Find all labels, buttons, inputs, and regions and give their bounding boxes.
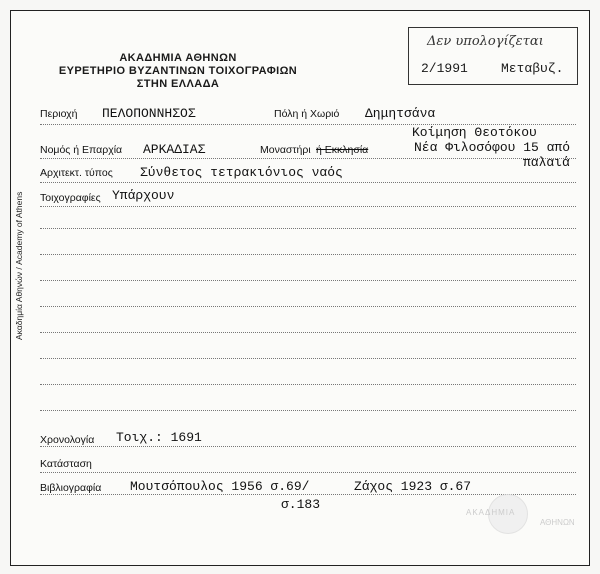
card-header: [58, 52, 298, 91]
period-classification: Μεταβυζ.: [501, 61, 564, 76]
prefecture-value: ΑΡΚΑΔΙΑΣ: [143, 142, 206, 157]
form-line: [40, 228, 576, 229]
form-line: [40, 206, 576, 207]
handwritten-note: Δεν υπολογίζεται: [427, 34, 544, 49]
form-line: [40, 158, 576, 159]
city-label: Πόλη ή Χωριό: [274, 108, 340, 120]
form-line: [40, 332, 576, 333]
watermark-text: ΑΚΑΔΗΜΙΑ: [466, 508, 516, 517]
chronology-label: Χρονολογία: [40, 434, 95, 446]
monastery-label: Μοναστήρι: [260, 144, 311, 156]
church-label-struck: ή Εκκλησία: [316, 144, 369, 156]
chronology-value: Τοιχ.: 1691: [116, 430, 202, 445]
side-caption-text: Ακαδημία Αθηνών / Academy of Athens: [14, 191, 24, 340]
bibliography-entry-2: Ζάχος 1923 σ.67: [354, 479, 472, 494]
form-line: [40, 280, 576, 281]
form-line: [40, 472, 576, 473]
bibliography-entry-1: Μουτσόπουλος 1956 σ.69/: [130, 479, 310, 494]
frescoes-value: Υπάρχουν: [112, 188, 175, 203]
monastery-note: παλαιά: [523, 155, 570, 170]
header-line-3: ΣΤΗΝ ΕΛΛΑΔΑ: [136, 78, 220, 90]
bibliography-entry-3: σ.183: [281, 497, 321, 512]
watermark-text-2: ΑΘΗΝΩΝ: [540, 518, 575, 527]
form-line: [40, 446, 576, 447]
monastery-dedication: Κοίμηση Θεοτόκου: [412, 125, 537, 140]
form-line: [40, 358, 576, 359]
header-line-1: ΑΚΑΔΗΜΙΑ ΑΘΗΝΩΝ: [119, 52, 237, 64]
architecture-label: Αρχιτεκτ. τύπος: [40, 167, 113, 179]
reference-box: [408, 27, 578, 85]
form-line: [40, 306, 576, 307]
bibliography-label: Βιβλιογραφία: [40, 482, 102, 494]
city-value: Δημητσάνα: [365, 106, 436, 121]
form-line: [40, 494, 576, 495]
header-line-2: ΕΥΡΕΤΗΡΙΟ ΒΥΖΑΝΤΙΝΩΝ ΤΟΙΧΟΓΡΑΦΙΩΝ: [58, 65, 298, 77]
record-id: 2/1991: [421, 61, 468, 76]
form-line: [40, 384, 576, 385]
frescoes-label: Τοιχογραφίες: [40, 192, 101, 204]
monastery-location: Νέα Φιλοσόφου 15 από: [414, 140, 571, 155]
form-line: [40, 410, 576, 411]
side-caption: [14, 40, 30, 340]
form-line: [40, 254, 576, 255]
prefecture-label: Νομός ή Επαρχία: [40, 144, 123, 156]
form-line: [40, 182, 576, 183]
region-label: Περιοχή: [40, 108, 78, 120]
condition-label: Κατάσταση: [40, 458, 92, 470]
region-value: ΠΕΛΟΠΟΝΝΗΣΟΣ: [102, 106, 196, 121]
architecture-value: Σύνθετος τετρακιόνιος ναός: [140, 165, 343, 180]
